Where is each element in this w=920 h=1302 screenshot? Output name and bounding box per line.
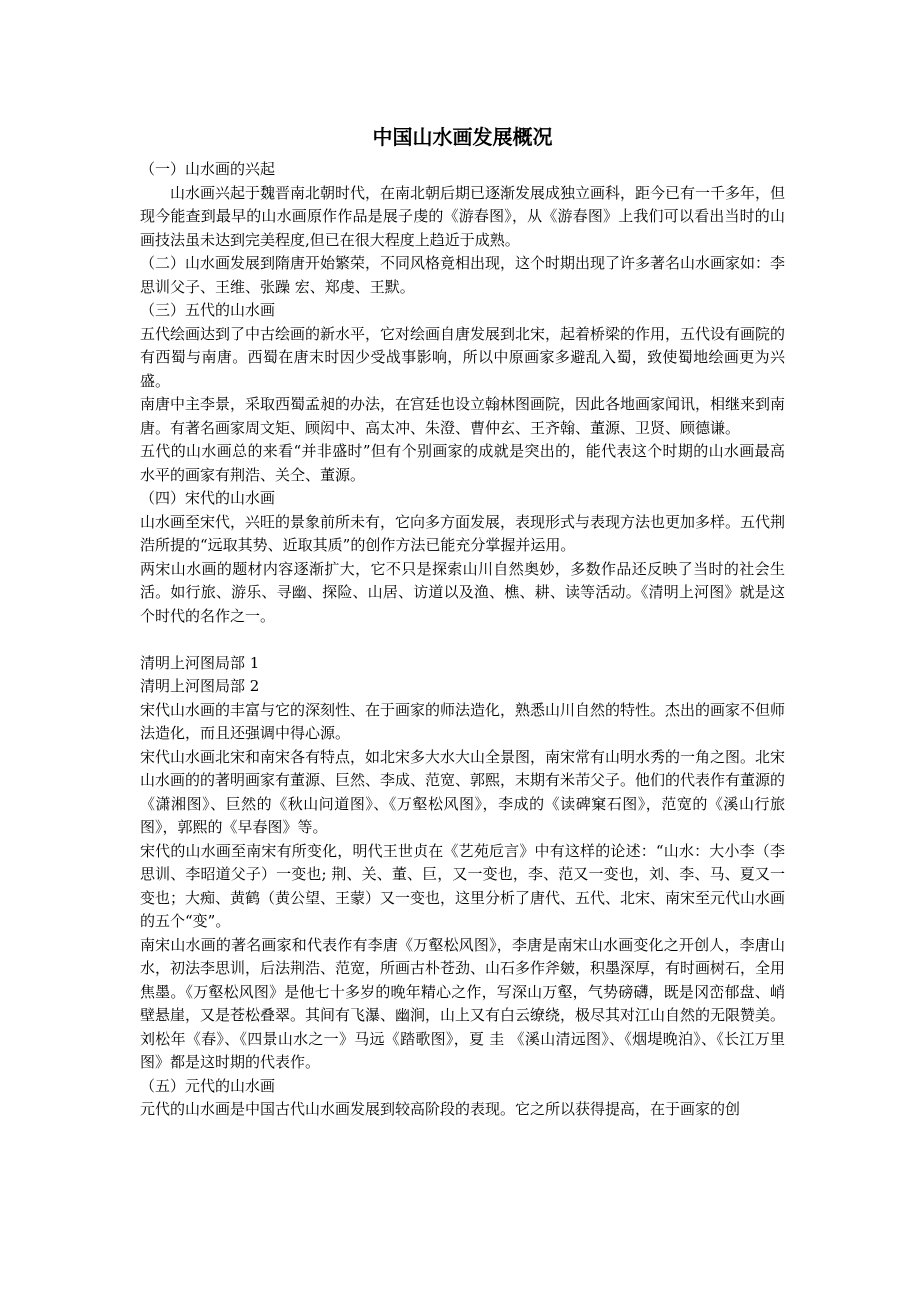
section-heading-4: （四）宋代的山水画 [140,489,276,507]
paragraph: 南唐中主李景，采取西蜀孟昶的办法，在宫廷也设立翰林图画院，因此各地画家闻讯，相继来到南唐。有著名画家周文矩、顾闳中、高太冲、朱澄、曹仲玄、王齐翰、董源、卫贤、顾德谦。 [140,395,786,437]
blank-line [140,628,785,652]
paragraph: 宋代山水画的丰富与它的深刻性、在于画家的师法造化，熟悉山川自然的特性。杰出的画家不但师法造化，而且还强调中得心源。 [140,700,786,742]
paragraph: 南宋山水画的著名画家和代表作有李唐《万壑松风图》，李唐是南宋山水画变化之开创人，李唐山水，初法李思训，后法荆浩、范宽，所画古朴苍劲、山石多作斧皴，积墨深厚，有时画树石，全用焦墨。《万壑松风图》是他七十多岁的晚年精心之作，写深山万壑，气势磅礴，既是冈峦郁盘、峭壁悬崖，又是苍松叠翠。其间有飞瀑、幽涧，山上又有白云缭绕，极尽其对江山自然的无限赞美。刘松年《春》、《四景山水之一》马远《踏歌图》，夏 圭 《溪山清远图》、《烟堤晚泊》、《长江万里图》都是这时期的代表作。 [140,935,786,1071]
section-heading-5: （五）元代的山水画 [140,1076,276,1095]
paragraph: （二）山水画发展到隋唐开始繁荣，不同风格竟相出现，这个时期出现了许多著名山水画家如：李思训父子、王维、张躁 宏、郑虔、王默。 [140,254,786,296]
paragraph: 宋代山水画北宋和南宋各有特点，如北宋多大水大山全景图，南宋常有山明水秀的一角之图。北宋山水画的的著明画家有董源、巨然、李成、范宽、郭熙，末期有米芾父子。他们的代表作有董源的《潇湘图》、巨然的《秋山问道图》、《万壑松风图》，李成的《读碑窠石图》，范宽的《溪山行旅图》，郭熙的《早春图》等。 [140,747,786,836]
image-caption-1: 清明上河图局部 1 [140,653,260,672]
image-caption-2: 清明上河图局部 2 [140,677,260,695]
paragraph: 五代的山水画总的来看“并非盛时”但有个别画家的成就是突出的，能代表这个时期的山水画最高水平的画家有荆浩、关仝、董源。 [140,442,785,484]
paragraph: 两宋山水画的题材内容逐渐扩大，它不只是探索山川自然奥妙，多数作品还反映了当时的社会生活。如行旅、游乐、寻幽、探险、山居、访道以及渔、樵、耕、读等活动。《清明上河图》就是这个时代的名作之一。 [140,559,785,625]
document-page [140,120,785,1122]
paragraph: 山水画至宋代，兴旺的景象前所未有，它向多方面发展，表现形式与表现方法也更加多样。五代荆浩所提的“远取其势、近取其质”的创作方法已能充分掌握并运用。 [140,512,786,554]
paragraph: 山水画兴起于魏晋南北朝时代，在南北朝后期已逐渐发展成独立画科，距今已有一千多年，但现今能查到最早的山水画原作作品是展子虔的《游春图》，从《游春图》上我们可以看出当时的山画技法虽未达到完美程度,但已在很大程度上趋近于成熟。 [140,183,786,249]
section-heading-1: （一）山水画的兴起 [140,160,276,178]
paragraph: 宋代的山水画至南宋有所变化，明代王世贞在《艺苑卮言》中有这样的论述：“山水：大小李（李思训、李昭道父子）一变也; 荆、关、董、巨，又一变也，李、范又一变也，刘、李、马、夏又一变也；大痴、黄鹤（黄公望、王蒙）又一变也，这里分析了唐代、五代、北宋、南宋至元代山水画的五个“变”。 [140,841,786,930]
section-heading-3: （三）五代的山水画 [140,301,276,319]
paragraph: 五代绘画达到了中古绘画的新水平，它对绘画自唐发展到北宋，起着桥梁的作用，五代设有画院的有西蜀与南唐。西蜀在唐末时因少受战事影响，所以中原画家多避乱入蜀，致使蜀地绘画更为兴盛。 [140,324,786,390]
paragraph: 元代的山水画是中国古代山水画发展到较高阶段的表现。它之所以获得提高，在于画家的创 [140,1100,741,1118]
document-title: 中国山水画发展概况 [372,125,553,149]
